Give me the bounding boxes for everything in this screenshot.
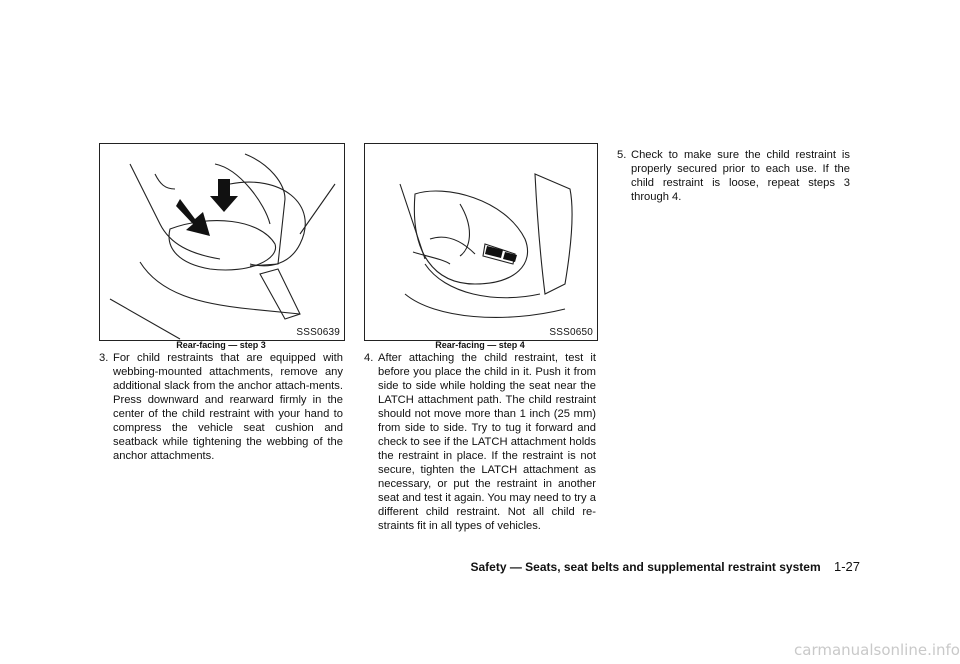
figure-caption: Rear-facing — step 4 bbox=[435, 340, 525, 350]
illustration-rear-facing-step-3 bbox=[99, 143, 345, 341]
footer-section-title: Safety — Seats, seat belts and supplemental restraint system bbox=[470, 560, 821, 574]
instruction-step-4 bbox=[364, 351, 596, 533]
page-number: 1-27 bbox=[833, 559, 860, 574]
instruction-step-5 bbox=[617, 148, 850, 204]
step-number: 5. bbox=[617, 149, 627, 161]
watermark: carmanualsonline.info bbox=[794, 641, 960, 659]
step-text: Check to make sure the child restraint is properly secured prior to each use. If the child restraint is loose, repeat steps 3 through 4. bbox=[631, 149, 850, 203]
step-number: 4. bbox=[364, 352, 374, 364]
illustration-rear-facing-step-4 bbox=[364, 143, 598, 341]
figure-code: SSS0650 bbox=[549, 327, 593, 338]
figure-caption: Rear-facing — step 3 bbox=[176, 340, 266, 350]
page-footer bbox=[0, 559, 860, 574]
step-number: 3. bbox=[99, 352, 109, 364]
child-seat-press-illustration bbox=[100, 144, 344, 340]
child-seat-test-illustration bbox=[365, 144, 597, 340]
instruction-step-3 bbox=[99, 351, 343, 463]
step-text: After attaching the child restraint, test it before you place the child in it. Push it from side to side while holding the seat near the LATCH attachment path. The child restraint should not move more than 1 inch (25 mm) from side to side. Try to tug it forward and check to see if the LATCH attachment holds the restraint in place. If the restraint is not secure, tighten the LATCH attachment as necessary, or put the restraint in another seat and test it again. You may need to try a different child restraint. Not all child re-straints fit in all types of vehicles. bbox=[378, 352, 596, 532]
step-text: For child restraints that are equipped with webbing-mounted attachments, remove any additional slack from the anchor attach-ments. Press downward and rearward firmly in the center of the child restraint with your hand to compress the vehicle seat cushion and seatback while tightening the webbing of the anchor attachments. bbox=[113, 352, 343, 462]
figure-code: SSS0639 bbox=[296, 327, 340, 338]
